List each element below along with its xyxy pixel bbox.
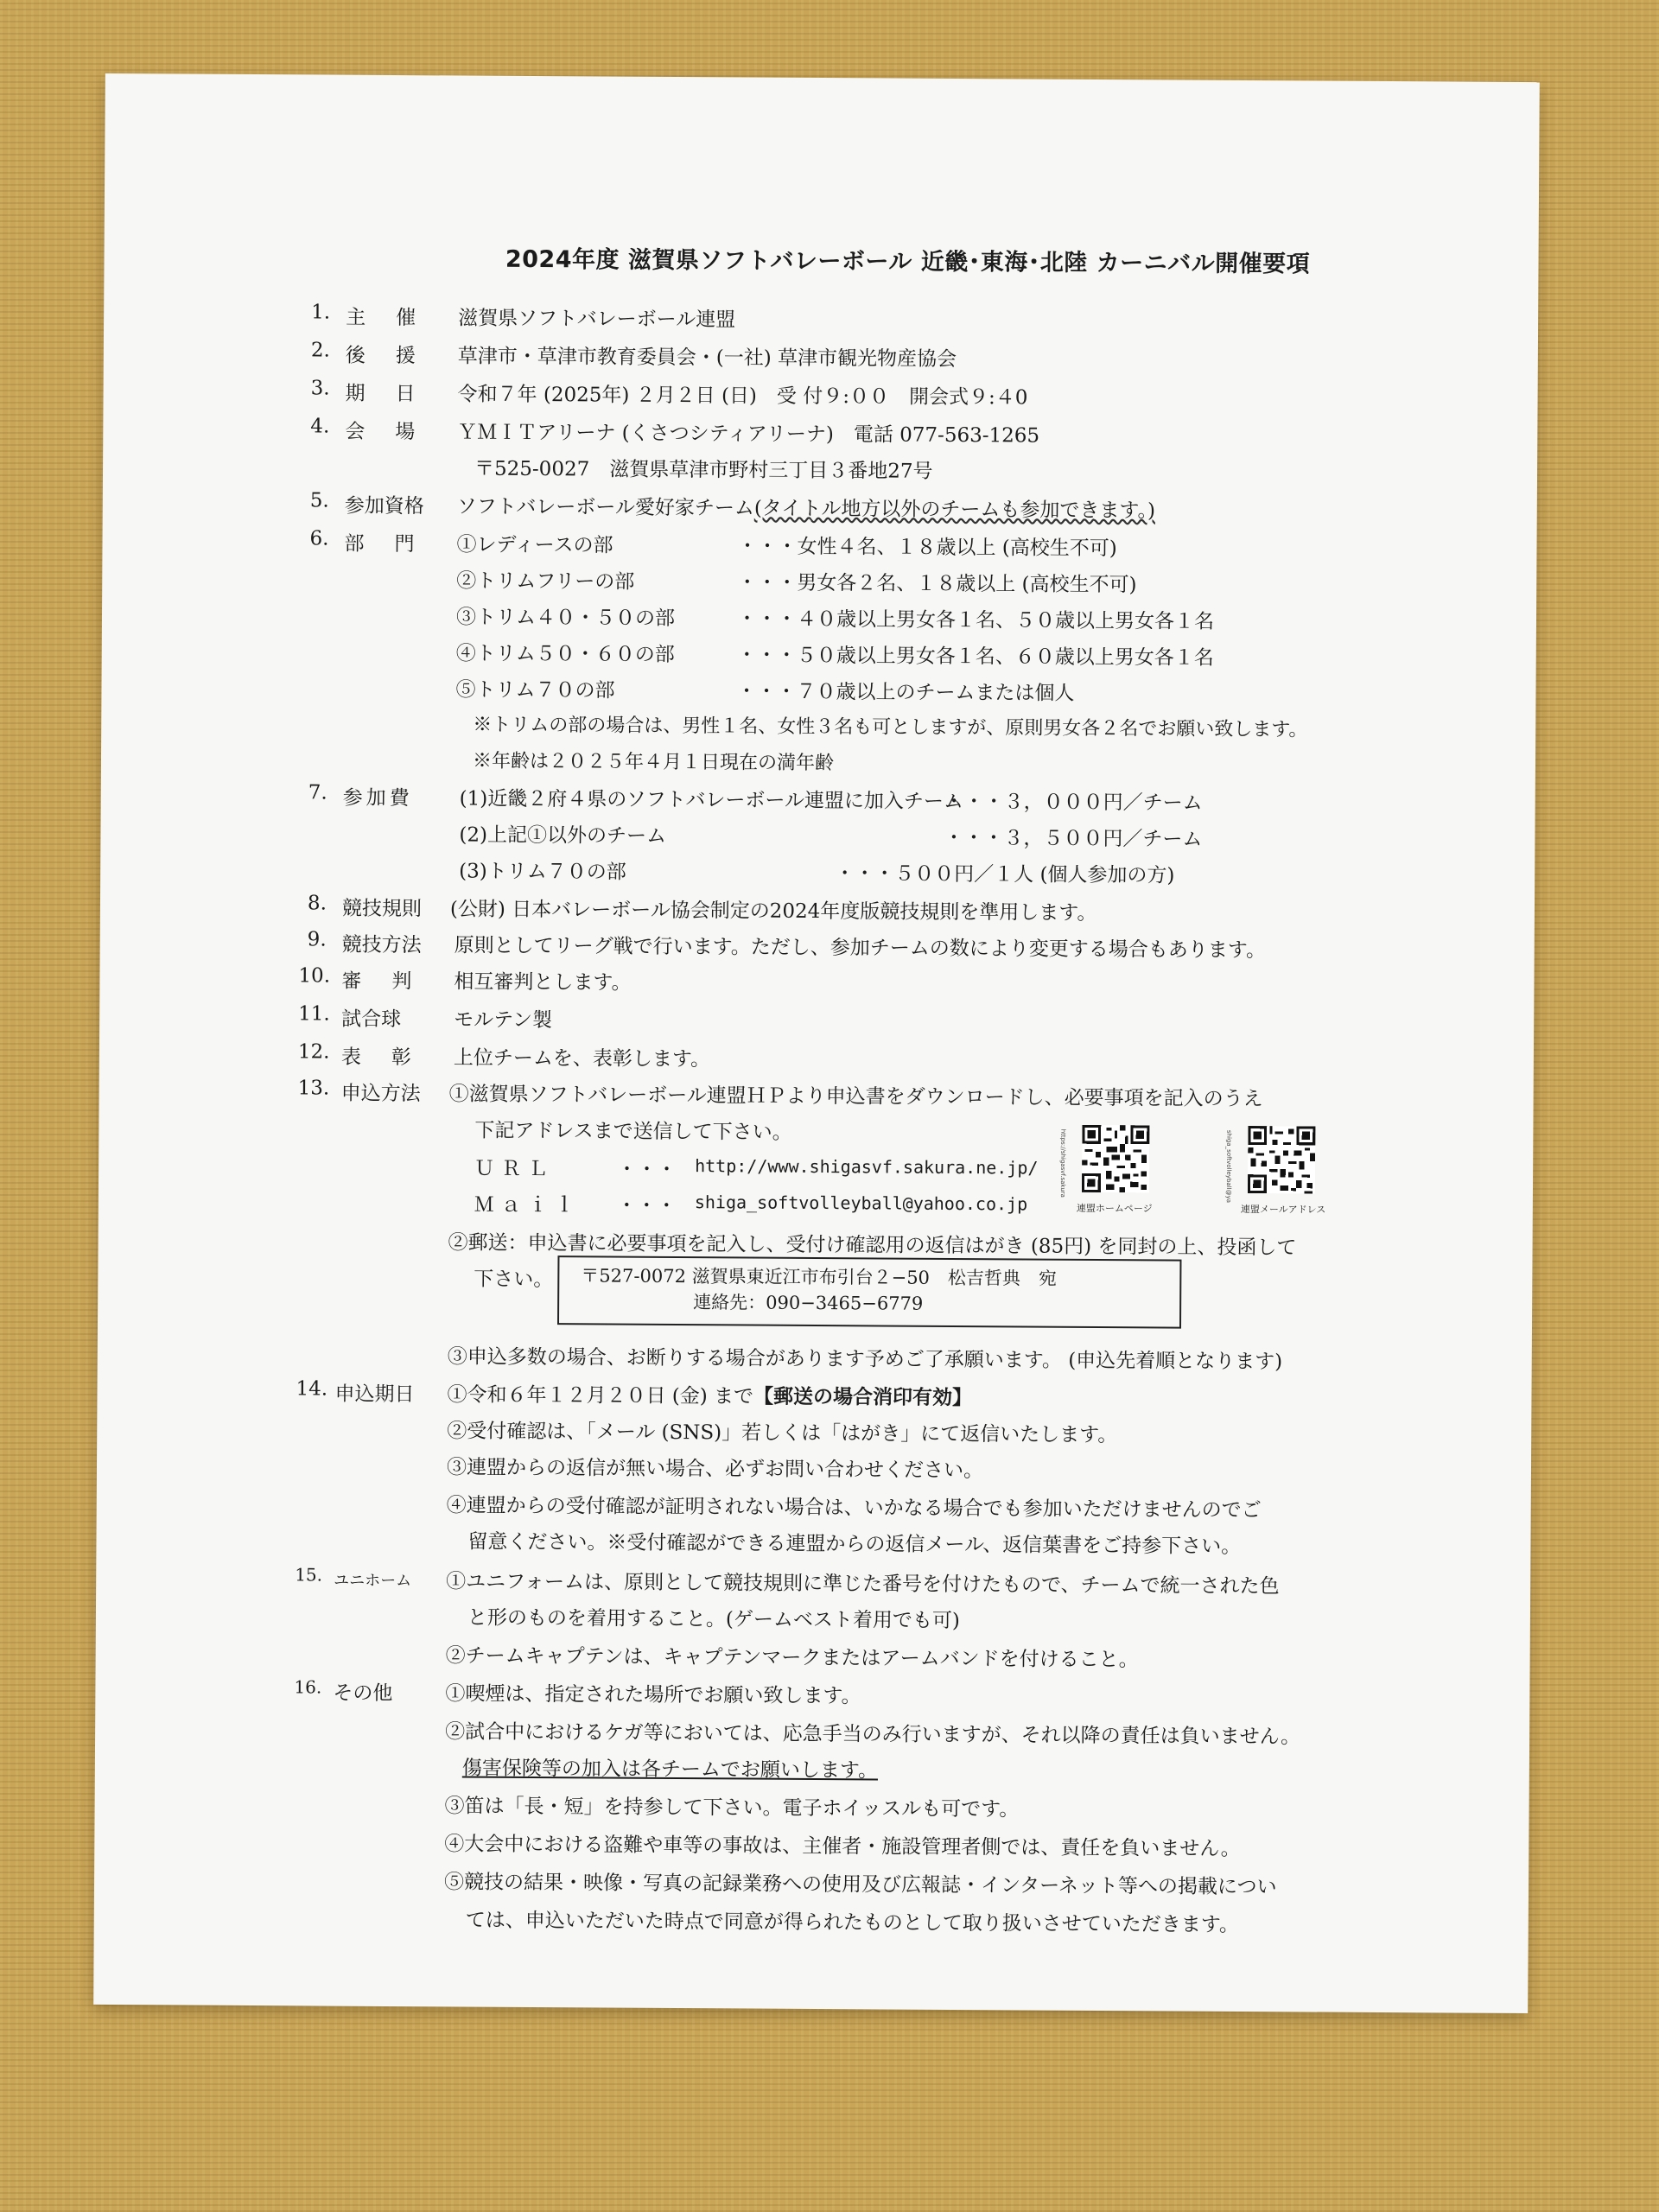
item-label: ユニホーム: [334, 1571, 412, 1591]
fee-amount: ・・・３，５００円／チーム: [944, 826, 1203, 851]
qr2-side-text: shiga_softvolleyball@ya: [1224, 1129, 1233, 1204]
application-line: 下記アドレスまで送信して下さい。: [474, 1119, 792, 1144]
item-host: [104, 300, 1538, 332]
item-number: 11.: [298, 1002, 330, 1026]
fee-row: [100, 853, 1535, 887]
application-line: 下さい。: [474, 1268, 554, 1292]
division-name: ④トリム５０・６０の部: [455, 642, 675, 666]
item-number: 3.: [310, 377, 330, 400]
item-award: [99, 1039, 1534, 1071]
division-desc: ・・・４０歳以上男女各１名、５０歳以上男女各１名: [736, 607, 1215, 633]
item-label: 参加費: [342, 786, 413, 810]
item-number: 5.: [309, 489, 329, 512]
item-fee: [101, 780, 1535, 815]
item-eligibility: [103, 488, 1537, 523]
deadline-line: ④連盟からの受付確認が証明されない場合は、いかなる場合でも参加いただけませんのでご: [446, 1494, 1262, 1522]
item-label: 表 彰: [340, 1046, 416, 1070]
item-deadline: [98, 1376, 1532, 1410]
qr1-side-text: https://shigasvf.sakura: [1058, 1128, 1067, 1198]
homepage-qr-code[interactable]: [1082, 1125, 1149, 1192]
item-number: 6.: [309, 527, 329, 550]
item-text: 原則としてリーグ戦で行います。ただし、参加チームの数により変更する場合もあります。: [454, 934, 1267, 963]
qr-code-icon: [1082, 1125, 1149, 1192]
other-line: ②試合中におけるケガ等においては、応急手当のみ行いますが、それ以降の責任は負いません。: [445, 1720, 1301, 1749]
item-ball: [99, 1001, 1534, 1033]
other-line: ④大会中における盗難や車等の事故は、主催者・施設管理者側では、責任を負いません。: [444, 1833, 1241, 1861]
item-rules: [100, 891, 1535, 925]
mail-label: Ｍａｉｌ: [474, 1193, 582, 1217]
qr2-caption: 連盟メールアドレス: [1240, 1204, 1326, 1216]
item-text: ①滋賀県ソフトバレーボール連盟ＨＰより申込書をダウンロードし、必要事項を記入のうえ: [448, 1083, 1263, 1111]
item-uniform: [96, 1563, 1530, 1599]
item-date: [104, 376, 1538, 410]
division-note: ※トリムの部の場合は、男性１名、女性３名も可としますが、原則男女各２名でお願い致します。: [473, 714, 1308, 741]
item-label: 会 場: [345, 420, 421, 444]
mailing-address: 〒527-0072 滋賀県東近江市布引台２−50 松吉哲典 宛: [581, 1265, 1058, 1289]
fee-name: (3)トリム７０の部: [459, 860, 626, 884]
qr-code-icon: [1248, 1126, 1315, 1193]
item-venue: [103, 414, 1537, 448]
item-label: 競技方法: [341, 933, 422, 957]
other-line: 傷害保険等の加入は各チームでお願いします。: [461, 1757, 879, 1783]
url-label: ＵＲＬ: [474, 1157, 556, 1181]
fee-amount: ・・・３，０００円／チーム: [944, 790, 1203, 815]
url-dots: ・・・: [617, 1158, 677, 1182]
item-referee: [100, 963, 1535, 995]
item-number: 13.: [297, 1077, 330, 1100]
item-text: モルテン製: [454, 1008, 553, 1033]
uniform-line: と形のものを着用すること。(ゲームベスト着用でも可): [467, 1606, 960, 1633]
deadline-line: ③連盟からの返信が無い場合、必ずお問い合わせください。: [446, 1456, 984, 1483]
application-line: ②郵送：申込書に必要事項を記入し、受付け確認用の返信はがき (85円) を同封の上、投函して: [448, 1231, 1297, 1260]
item-text: ソフトバレーボール愛好家チーム: [456, 495, 754, 520]
item-text: ①喫煙は、指定された場所でお願い致します。: [445, 1682, 861, 1708]
uniform-line: ②チームキャプテンは、キャプテンマークまたはアームバンドを付けること。: [445, 1644, 1139, 1672]
item-number: 1.: [311, 301, 331, 324]
item-application: [99, 1076, 1534, 1111]
item-label: 期 日: [345, 382, 421, 406]
item-support: [104, 338, 1538, 371]
division-note: ※年齢は２０２５年４月１日現在の満年齢: [472, 750, 835, 775]
qr1-caption: 連盟ホームページ: [1076, 1202, 1153, 1215]
homepage-url-link[interactable]: http://www.shigasvf.sakura.ne.jp/: [695, 1155, 1039, 1179]
item-number: 9.: [307, 928, 327, 951]
venue-address: 〒525-0027 滋賀県草津市野村三丁目３番地27号: [474, 457, 933, 483]
item-label: 部 門: [344, 532, 420, 556]
division-desc: ・・・７０歳以上のチームまたは個人: [736, 680, 1075, 705]
item-number: 12.: [297, 1040, 330, 1064]
item-text: 令和７年 (2025年) ２月２日 (日) 受 付９:００ 開会式９:４0: [457, 383, 1028, 410]
eligibility-note: (タイトル地方以外のチームも参加できます。): [753, 497, 1156, 523]
page-title: 2024年度 滋賀県ソフトバレーボール 近畿･東海･北陸 カーニバル開催要項: [505, 245, 1311, 278]
item-text: 滋賀県ソフトバレーボール連盟: [458, 307, 736, 332]
item-label: 試合球: [341, 1007, 402, 1032]
item-text: 草津市・草津市教育委員会・(一社) 草津市観光物産協会: [457, 345, 957, 371]
division-desc: ・・・５０歳以上男女各１名、６０歳以上男女各１名: [736, 644, 1214, 670]
division-row: [102, 671, 1536, 705]
item-text: (公財) 日本バレーボール協会制定の2024年度版競技規則を準用します。: [449, 898, 1097, 925]
item-other: [96, 1675, 1530, 1708]
division-desc: ・・・女性４名、１８歳以上 (高校生不可): [737, 535, 1117, 561]
document-page: [93, 73, 1540, 2013]
item-number: 15.: [295, 1564, 323, 1586]
item-text: 上位チームを、表彰します。: [453, 1046, 711, 1071]
item-number: 4.: [310, 415, 330, 438]
item-label: 審 判: [341, 969, 417, 994]
item-number: 7.: [308, 781, 327, 804]
item-number: 8.: [307, 892, 327, 915]
mailing-address-box: [557, 1255, 1181, 1328]
item-label: 主 催: [346, 306, 422, 330]
fee-amount: ・・・５００円／１人 (個人参加の方): [835, 862, 1175, 887]
division-name: ③トリム４０・５０の部: [455, 606, 676, 630]
item-label: その他: [333, 1681, 393, 1706]
other-line: ⑤競技の結果・映像・写真の記録業務への使用及び広報誌・インターネット等への掲載につい: [443, 1871, 1277, 1899]
fee-name: (1)近畿２府４県のソフトバレーボール連盟に加入チーム: [459, 787, 963, 814]
application-url-row: [99, 1150, 1533, 1182]
deadline-line: 留意ください。※受付確認ができる連盟からの返信メール、返信葉書をご持参下さい。: [467, 1530, 1242, 1559]
division-name: ②トリムフリーの部: [456, 569, 635, 594]
email-qr-code[interactable]: [1248, 1126, 1315, 1193]
item-number: 2.: [310, 339, 330, 362]
item-number: 14.: [296, 1377, 328, 1401]
item-number: 16.: [294, 1676, 322, 1698]
email-address-link[interactable]: shiga_softvolleyball@yahoo.co.jp: [694, 1192, 1028, 1215]
division-row: [102, 563, 1536, 597]
item-text: ＹＭＩＴアリーナ (くさつシティアリーナ) 電話 077-563-1265: [457, 421, 1040, 448]
division-row: [102, 599, 1536, 633]
division-desc: ・・・男女各２名、１８歳以上 (高校生不可): [737, 571, 1137, 597]
fee-row: [101, 817, 1535, 851]
item-label: 申込期日: [334, 1382, 415, 1407]
deadline-date: ①令和６年１２月２０日 (金) まで: [447, 1383, 754, 1408]
deadline-line: ②受付確認は、「メール (SNS)」若しくは「はがき」にて返信いたします。: [447, 1420, 1118, 1447]
item-number: 10.: [298, 964, 331, 988]
other-line: ③笛は「長・短」を持参して下さい。電子ホイッスルも可です。: [444, 1795, 1020, 1821]
item-label: 申込方法: [340, 1082, 421, 1106]
fee-name: (2)上記①以外のチーム: [459, 823, 667, 848]
application-line: ③申込多数の場合、お断りする場合があります予めご了承願います。 (申込先着順となります): [447, 1345, 1283, 1374]
item-method: [100, 927, 1535, 963]
item-label: 後 援: [345, 344, 421, 368]
contact-phone: 連絡先：090−3465−6779: [693, 1292, 924, 1314]
item-division: [103, 526, 1537, 561]
division-row: [102, 635, 1536, 670]
other-line: ては、申込いただいた時点で同意が得られたものとして取り扱いさせていただきます。: [465, 1909, 1240, 1937]
mail-dots: ・・・: [616, 1194, 677, 1218]
item-label: 競技規則: [341, 897, 423, 921]
deadline-postmark-note: 【郵送の場合消印有効】: [753, 1384, 973, 1410]
item-label: 参加資格: [344, 494, 424, 518]
item-text: 相互審判とします。: [454, 970, 632, 995]
division-name: ⑤トリム７０の部: [455, 678, 615, 702]
division-name: ①レディースの部: [456, 533, 613, 557]
item-text: ①ユニフォームは、原則として競技規則に準じた番号を付けたもので、チームで統一された色: [446, 1570, 1280, 1599]
